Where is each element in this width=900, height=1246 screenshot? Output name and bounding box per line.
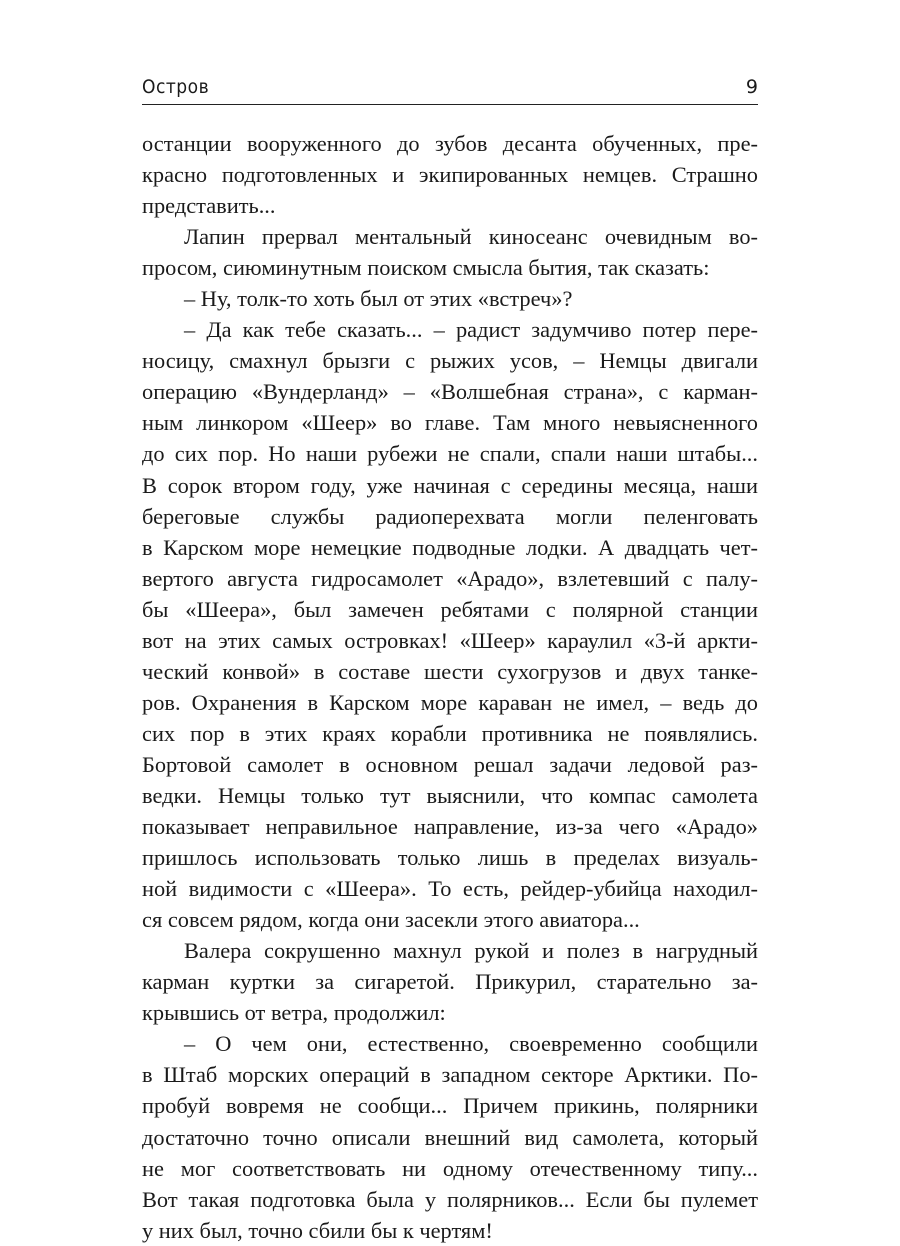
text-line: ся совсем рядом, когда они засекли этого авиатора...: [142, 907, 640, 933]
text-line: в Карском море немецкие подводные лодки. А двадцать чет-: [142, 534, 758, 560]
text-line: у них был, точно сбили бы к чертям!: [142, 1217, 493, 1243]
text-line: Лапин прервал ментальный киносеанс очевидным во-: [184, 224, 758, 250]
body-text: [142, 128, 758, 1246]
running-header: [142, 74, 758, 105]
text-line: береговые службы радиоперехвата могли пеленговать: [142, 503, 758, 529]
text-line: бы «Шеера», был замечен ребятами с полярной станции: [142, 596, 758, 622]
running-title: Остров: [142, 76, 210, 98]
text-line: – Да как тебе сказать... – радист задумчиво потер пере-: [184, 317, 758, 343]
text-line: ным линкором «Шеер» во главе. Там много невыясненного: [142, 410, 758, 436]
text-line: карман куртки за сигаретой. Прикурил, старательно за-: [142, 969, 758, 995]
text-line: до сих пор. Но наши рубежи не спали, спали наши штабы...: [142, 441, 758, 467]
text-line: – О чем они, естественно, своевременно сообщили: [184, 1031, 758, 1057]
text-line: ной видимости с «Шеера». То есть, рейдер-убийца находил-: [142, 876, 758, 902]
text-line: показывает неправильное направление, из-за чего «Арадо»: [142, 814, 758, 840]
text-line: представить...: [142, 193, 276, 219]
text-line: Валера сокрушенно махнул рукой и полез в нагрудный: [184, 938, 758, 964]
text-line: вертого августа гидросамолет «Арадо», взлетевший с палу-: [142, 565, 758, 591]
text-line: носицу, смахнул брызги с рыжих усов, – Немцы двигали: [142, 348, 758, 374]
text-line: пробуй вовремя не сообщи... Причем прикинь, полярники: [142, 1093, 758, 1119]
text-line: крывшись от ветра, продолжил:: [142, 1000, 446, 1026]
page-number: 9: [745, 76, 758, 98]
text-line: достаточно точно описали внешний вид самолета, который: [142, 1124, 758, 1150]
text-line: останции вооруженного до зубов десанта обученных, пре-: [142, 131, 758, 156]
text-line: просом, сиюминутным поиском смысла бытия, так сказать:: [142, 255, 710, 281]
text-line: В сорок втором году, уже начиная с середины месяца, наши: [142, 472, 758, 498]
text-line: ческий конвой» в составе шести сухогрузов и двух танке-: [142, 658, 758, 684]
text-line: сих пор в этих краях корабли противника не появлялись.: [142, 720, 758, 746]
text-line: – Ну, толк-то хоть был от этих «встреч»?: [184, 286, 573, 312]
text-line: вот на этих самых островках! «Шеер» караулил «3-й аркти-: [142, 627, 758, 653]
text-line: в Штаб морских операций в западном секторе Арктики. По-: [142, 1062, 758, 1088]
text-line: Вот такая подготовка была у полярников... Если бы пулемет: [142, 1186, 758, 1212]
text-line: ров. Охранения в Карском море караван не имел, – ведь до: [142, 689, 758, 715]
text-line: не мог соответствовать ни одному отечественному типу...: [142, 1155, 758, 1181]
text-line: операцию «Вундерланд» – «Волшебная страна», с карман-: [142, 379, 758, 405]
text-line: пришлось использовать только лишь в пределах визуаль-: [142, 845, 758, 871]
text-line: красно подготовленных и экипированных немцев. Страшно: [142, 162, 758, 188]
text-line: ведки. Немцы только тут выяснили, что компас самолета: [142, 782, 758, 808]
text-line: Бортовой самолет в основном решал задачи ледовой раз-: [142, 751, 758, 777]
